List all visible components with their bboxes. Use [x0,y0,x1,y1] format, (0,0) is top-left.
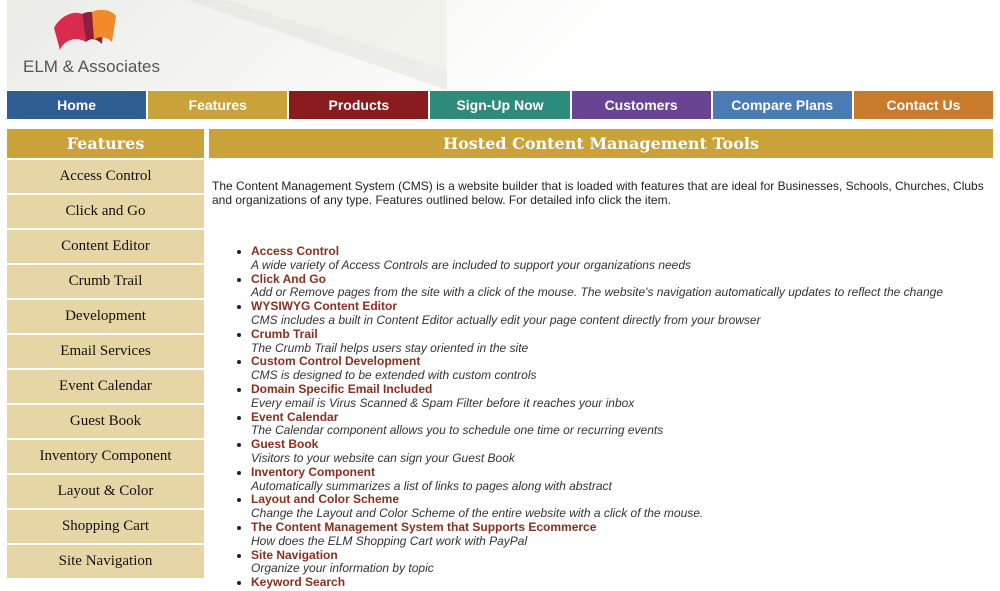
feature-link-custom-control-development[interactable]: • Custom Control Development [251,354,421,369]
sidebar-item-event-calendar[interactable]: Event Calendar [7,370,204,405]
feature-description: The Calendar component allows you to schedule one time or recurring events [251,423,664,438]
list-item [251,438,943,466]
sidebar-item-development[interactable]: Development [7,300,204,335]
list-item [251,273,943,301]
feature-description: Visitors to your website can sign your Guest Book [251,450,515,465]
main-navigation [7,91,993,119]
feature-description: Add or Remove pages from the site with a click of the mouse. The website's navigation automatically updates to reflect the change [251,285,943,300]
feature-link-click-and-go[interactable]: • Click And Go [251,271,326,286]
elm-logo-icon[interactable] [52,6,122,54]
sidebar-item-layout-color[interactable]: Layout & Color [7,475,204,510]
feature-description: Automatically summarizes a list of links to pages along with abstract [251,478,612,493]
nav-contact-us[interactable]: Contact Us [854,91,993,119]
feature-link-inventory-component[interactable]: • Inventory Component [251,464,376,479]
feature-description: Organize your information by topic [251,561,434,576]
feature-description: Change the Layout and Color Scheme of the entire website with a click of the mouse. [251,506,704,521]
feature-description: The Crumb Trail helps users stay oriented in the site [251,340,529,355]
nav-sign-up-now[interactable]: Sign-Up Now [430,91,569,119]
feature-description: CMS includes a built in Content Editor actually edit your page content directly from your browser [251,312,761,327]
sidebar-item-click-and-go[interactable]: Click and Go [7,195,204,230]
company-name: ELM & Associates [23,57,161,76]
list-item [251,576,943,591]
intro-paragraph: The Content Management System (CMS) is a website builder that is loaded with features that are ideal for Businesses, Schools, Churches, Clubs and organizations of any type. Features outlined below. For detailed info click the item. [212,179,984,207]
list-item [251,328,943,356]
nav-home[interactable]: Home [7,91,146,119]
feature-list [212,245,943,591]
sidebar-list [7,160,204,580]
sidebar-item-access-control[interactable]: Access Control [7,160,204,195]
feature-link-event-calendar[interactable]: • Event Calendar [251,409,339,424]
feature-link-crumb-trail[interactable]: • Crumb Trail [251,326,318,341]
site-header [7,0,993,90]
list-item [251,549,943,577]
feature-link-guest-book[interactable]: • Guest Book [251,437,319,452]
main-content [209,129,993,591]
list-item [251,355,943,383]
features-sidebar [7,129,204,591]
feature-description: A wide variety of Access Controls are included to support your organizations needs [251,257,692,272]
feature-link-domain-specific-email[interactable]: • Domain Specific Email Included [251,381,433,396]
page-title: Hosted Content Management Tools [209,129,993,158]
sidebar-item-inventory-component[interactable]: Inventory Component [7,440,204,475]
list-item [251,300,943,328]
list-item [251,411,943,439]
nav-products[interactable]: Products [289,91,428,119]
list-item [251,466,943,494]
list-item [251,493,943,521]
sidebar-item-guest-book[interactable]: Guest Book [7,405,204,440]
sidebar-title: Features [7,129,204,158]
feature-description: Every email is Virus Scanned & Spam Filter before it reaches your inbox [251,395,635,410]
sidebar-item-site-navigation[interactable]: Site Navigation [7,545,204,580]
feature-link-wysiwyg-content-editor[interactable]: • WYSIWYG Content Editor [251,299,397,314]
list-item [251,521,943,549]
feature-description: CMS is designed to be extended with custom controls [251,368,537,383]
sidebar-item-email-services[interactable]: Email Services [7,335,204,370]
feature-link-site-navigation[interactable]: • Site Navigation [251,547,338,562]
nav-features[interactable]: Features [148,91,287,119]
sidebar-item-content-editor[interactable]: Content Editor [7,230,204,265]
feature-link-keyword-search[interactable]: • Keyword Search [251,575,346,590]
feature-link-access-control[interactable]: • Access Control [251,244,340,258]
nav-compare-plans[interactable]: Compare Plans [713,91,852,119]
header-swoosh-decoration [187,0,447,90]
list-item [251,245,943,273]
feature-link-ecommerce[interactable]: • The Content Management System that Supports Ecommerce [251,519,597,534]
nav-customers[interactable]: Customers [572,91,711,119]
feature-description: How does the ELM Shopping Cart work with PayPal [251,533,528,548]
feature-link-layout-and-color-scheme[interactable]: • Layout and Color Scheme [251,492,400,507]
sidebar-item-shopping-cart[interactable]: Shopping Cart [7,510,204,545]
list-item [251,383,943,411]
sidebar-item-crumb-trail[interactable]: Crumb Trail [7,265,204,300]
